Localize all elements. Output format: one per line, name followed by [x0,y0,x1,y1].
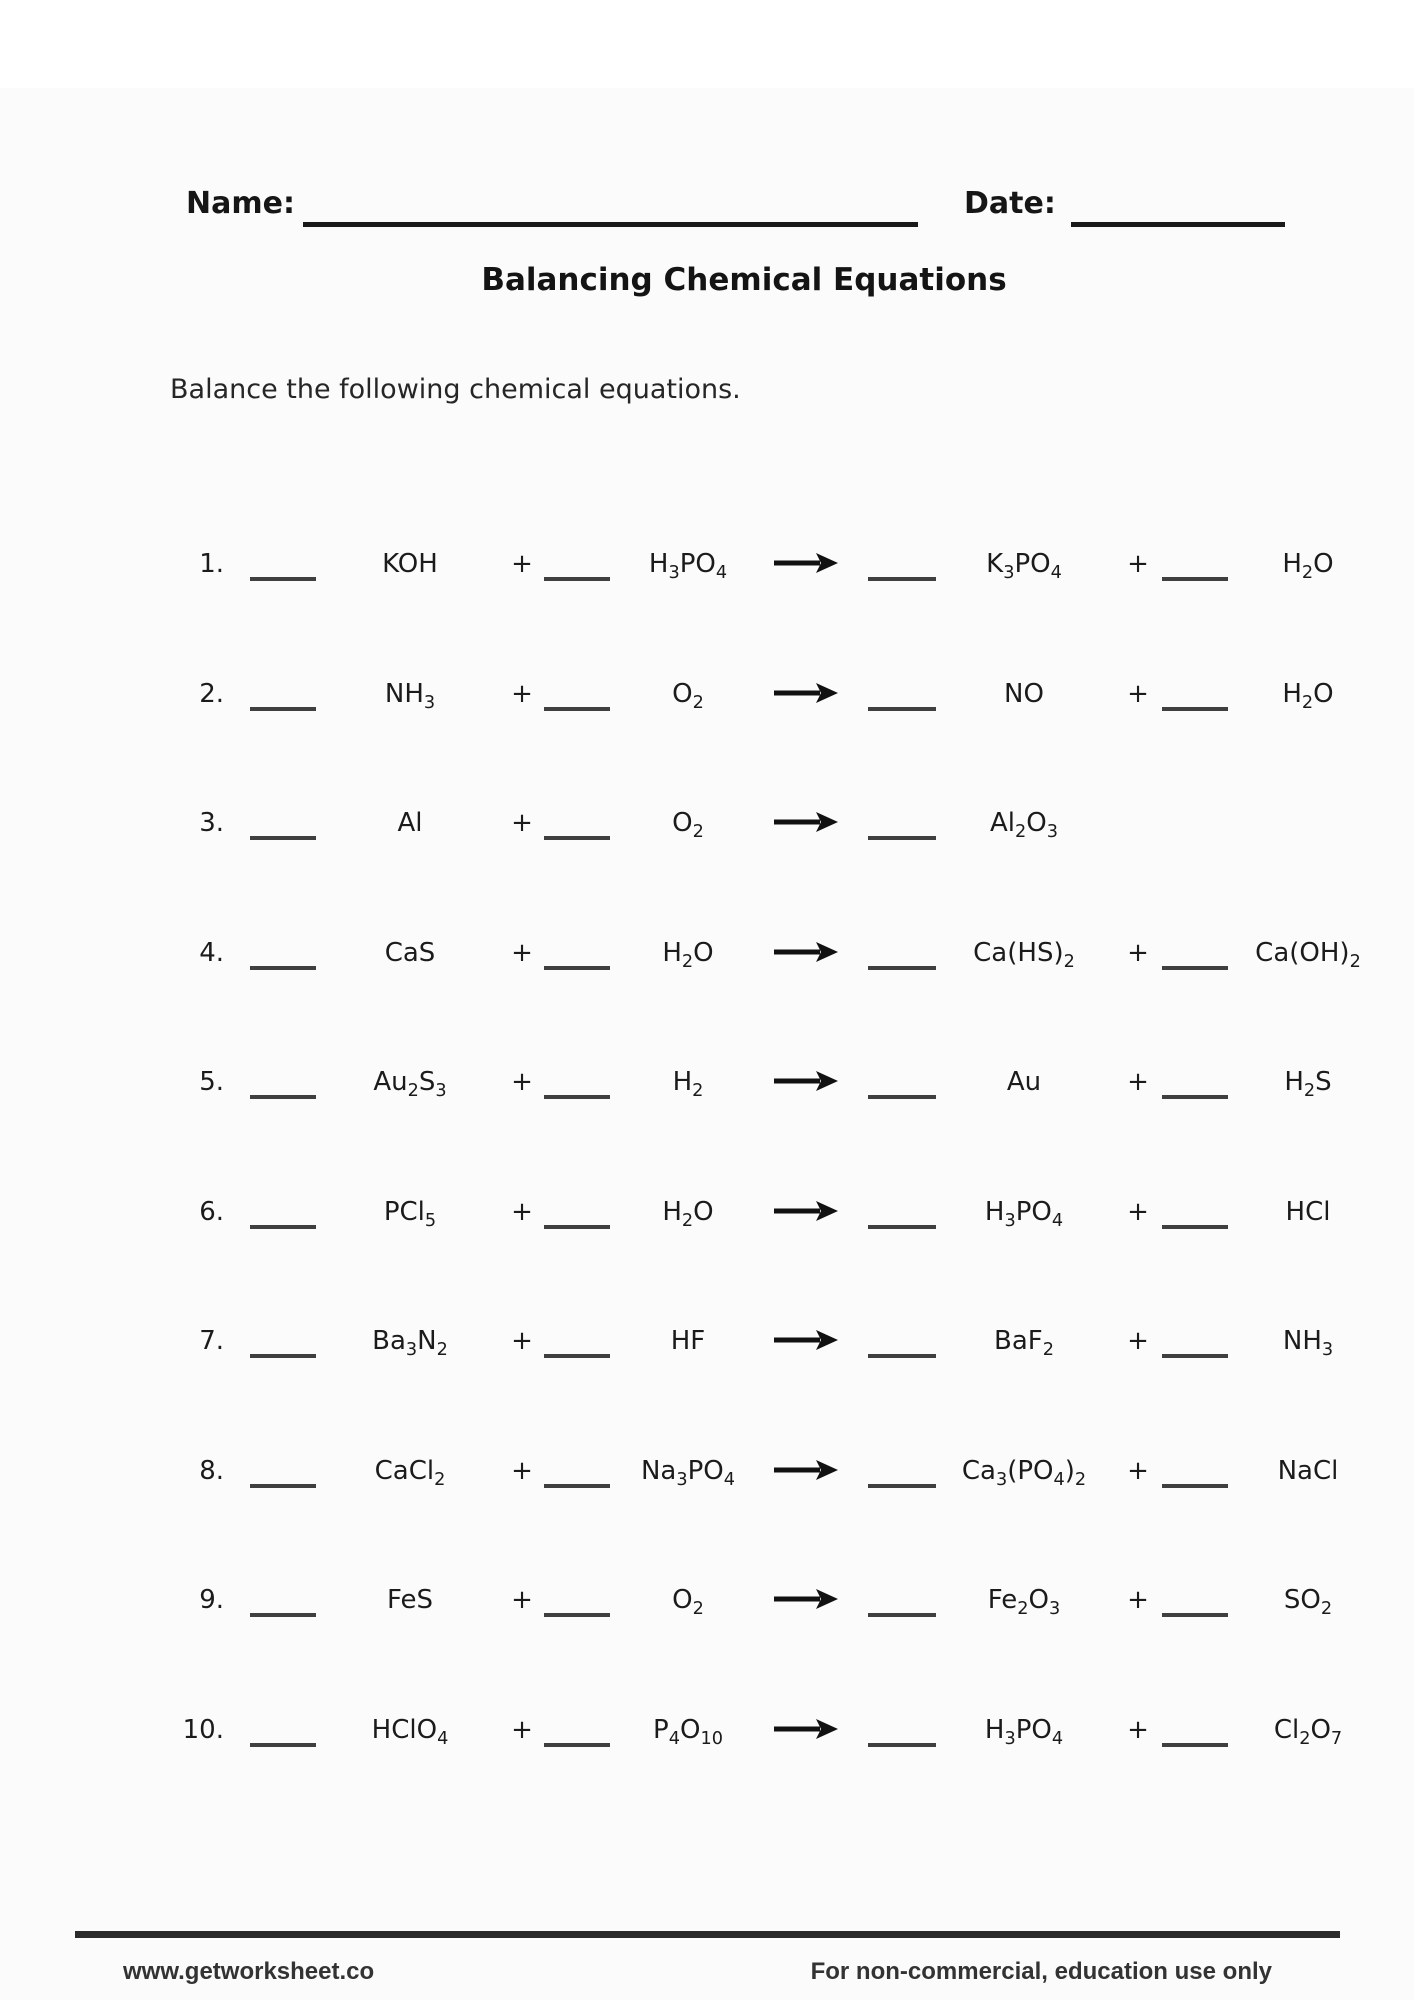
coefficient-blank[interactable] [544,1454,610,1488]
reaction-arrow-icon [772,810,838,841]
coefficient-blank[interactable] [250,1195,316,1229]
coefficient-blank[interactable] [250,1324,316,1358]
coefficient-blank[interactable] [250,677,316,711]
plus-operator: + [1127,1067,1149,1097]
equation-row [0,802,1414,850]
coefficient-blank[interactable] [544,1713,610,1747]
chemical-formula-product-1: $Ca(HS)_2$ [973,937,1075,972]
coefficient-blank[interactable] [1162,677,1228,711]
plus-operator: + [511,1714,533,1745]
reaction-arrow-icon [772,1069,838,1100]
chemical-formula-reactant-1: PCl$_5$ [383,1196,437,1231]
chemical-formula-product-2: $SO_2$ [1283,1585,1333,1620]
equation-row [0,932,1414,980]
coefficient-blank[interactable] [868,1713,936,1747]
chemical-formula-product-1: NO [1004,678,1044,709]
coefficient-blank[interactable] [868,1454,936,1488]
equation-number: 3. [199,808,224,838]
chemical-formula-reactant-2: $H_2O$ [662,937,714,972]
coefficient-blank[interactable] [1162,936,1228,970]
coefficient-blank[interactable] [868,677,936,711]
chemical-formula-reactant-1: $Au_2S_3$ [373,1067,447,1102]
chemical-formula-product-1: $K_3PO_4$ [986,549,1062,584]
plus-operator: + [511,1455,533,1486]
chemical-formula-product-2: NaCl [1277,1455,1339,1486]
chemical-formula-product-2: $Cl_2O_7$ [1273,1714,1343,1749]
chemical-formula-reactant-2: $O_2$ [672,678,704,713]
plus-operator: + [1127,1455,1149,1486]
chemical-formula-product-2: $H_2S$ [1284,1067,1332,1102]
reaction-arrow-icon [772,681,838,712]
chemical-formula-reactant-2: $Na_3PO_4$ [640,1455,736,1490]
coefficient-blank[interactable] [1162,547,1228,581]
coefficient-blank[interactable] [868,806,936,840]
chemical-formula-reactant-1: CaCl$_2$ [374,1455,446,1490]
coefficient-blank[interactable] [250,806,316,840]
chemical-formula-reactant-2: $O_2$ [672,1585,704,1620]
coefficient-blank[interactable] [868,547,936,581]
coefficient-blank[interactable] [544,1195,610,1229]
chemical-formula-reactant-1: FeS [386,1585,434,1615]
chemical-formula-product-2: $NH_3$ [1282,1326,1334,1361]
equation-number: 8. [199,1455,224,1486]
coefficient-blank[interactable] [868,1324,936,1358]
date-label: Date: [964,186,1056,221]
coefficient-blank[interactable] [1162,1583,1228,1617]
coefficient-blank[interactable] [1162,1454,1228,1488]
equation-row [0,1450,1414,1498]
coefficient-blank[interactable] [868,1065,936,1099]
chemical-formula-product-2: $H_2O$ [1282,549,1334,584]
plus-operator: + [511,1585,533,1615]
chemical-formula-product-1: $H_3PO_4$ [984,1714,1064,1749]
equation-number: 2. [199,678,224,709]
equation-row [0,543,1414,591]
chemical-formula-reactant-2: $O_2$ [672,808,704,843]
equation-number: 1. [199,549,224,579]
coefficient-blank[interactable] [544,677,610,711]
footer-site-text: www.getworksheet.co [123,1958,375,1985]
chemical-formula-product-2: $Ca(OH)_2$ [1255,937,1361,972]
chemical-formula-reactant-1: $Ba_3N_2$ [372,1326,448,1361]
plus-operator: + [511,1067,533,1097]
plus-operator: + [511,1326,533,1356]
reaction-arrow-icon [772,940,838,971]
instruction-text: Balance the following chemical equations. [170,374,741,405]
chemical-formula-product-1: BaF$_2$ [994,1326,1054,1361]
chemical-formula-reactant-1: CaS [384,937,436,968]
chemical-formula-reactant-1: Al [397,808,423,838]
plus-operator: + [511,937,533,968]
equation-row [0,1061,1414,1109]
plus-operator: + [1127,1714,1149,1745]
coefficient-blank[interactable] [1162,1195,1228,1229]
coefficient-blank[interactable] [250,1583,316,1617]
coefficient-blank[interactable] [250,936,316,970]
plus-operator: + [1127,678,1149,709]
equation-number: 5. [199,1067,224,1097]
equation-number: 10. [182,1714,224,1745]
coefficient-blank[interactable] [1162,1324,1228,1358]
reaction-arrow-icon [772,1328,838,1359]
coefficient-blank[interactable] [250,547,316,581]
chemical-formula-product-1: $Fe_2O_3$ [987,1585,1061,1620]
coefficient-blank[interactable] [250,1454,316,1488]
plus-operator: + [1127,1196,1149,1227]
coefficient-blank[interactable] [1162,1065,1228,1099]
chemical-formula-reactant-2: $H_2$ [672,1067,704,1102]
plus-operator: + [1127,937,1149,968]
chemical-formula-reactant-2: $H_3PO_4$ [648,549,728,584]
footer-notice-text: For non-commercial, education use only [810,1958,1272,1985]
chemical-formula-product-1: $Ca_3(PO_4)_2$ [961,1455,1087,1490]
equation-number: 7. [199,1326,224,1356]
footer-divider-line [75,1931,1340,1938]
equation-row [0,1579,1414,1627]
reaction-arrow-icon [772,1717,838,1748]
reaction-arrow-icon [772,1199,838,1230]
equation-number: 9. [199,1585,224,1615]
coefficient-blank[interactable] [544,1065,610,1099]
coefficient-blank[interactable] [250,1065,316,1099]
coefficient-blank[interactable] [544,1583,610,1617]
plus-operator: + [511,678,533,709]
plus-operator: + [1127,549,1149,579]
equation-number: 4. [199,937,224,968]
chemical-formula-reactant-2: HF [670,1326,706,1356]
coefficient-blank[interactable] [868,936,936,970]
plus-operator: + [511,549,533,579]
equation-row [0,1320,1414,1368]
chemical-formula-product-1: $Al_2O_3$ [990,808,1058,843]
coefficient-blank[interactable] [868,1195,936,1229]
plus-operator: + [1127,1326,1149,1356]
chemical-formula-product-2: $H_2O$ [1282,678,1334,713]
equation-row [0,673,1414,721]
equation-row [0,1191,1414,1239]
plus-operator: + [1127,1585,1149,1615]
coefficient-blank[interactable] [544,936,610,970]
name-label: Name: [186,186,295,221]
coefficient-blank[interactable] [544,547,610,581]
coefficient-blank[interactable] [544,1324,610,1358]
page-title: Balancing Chemical Equations [481,262,1007,298]
reaction-arrow-icon [772,551,838,582]
chemical-formula-reactant-1: $NH_3$ [384,678,436,713]
chemical-formula-reactant-2: $P_4O_{10}$ [653,1714,723,1749]
coefficient-blank[interactable] [250,1713,316,1747]
chemical-formula-product-2: HCl [1285,1196,1331,1227]
reaction-arrow-icon [772,1458,838,1489]
chemical-formula-product-1: Au [1006,1067,1042,1097]
coefficient-blank[interactable] [868,1583,936,1617]
chemical-formula-product-1: $H_3PO_4$ [984,1196,1064,1231]
reaction-arrow-icon [772,1587,838,1618]
chemical-formula-reactant-1: KOH [382,549,438,579]
coefficient-blank[interactable] [1162,1713,1228,1747]
plus-operator: + [511,1196,533,1227]
coefficient-blank[interactable] [544,806,610,840]
chemical-formula-reactant-2: $H_2O$ [662,1196,714,1231]
chemical-formula-reactant-1: HClO$_4$ [371,1714,449,1749]
plus-operator: + [511,808,533,838]
equation-number: 6. [199,1196,224,1227]
equation-row [0,1709,1414,1757]
